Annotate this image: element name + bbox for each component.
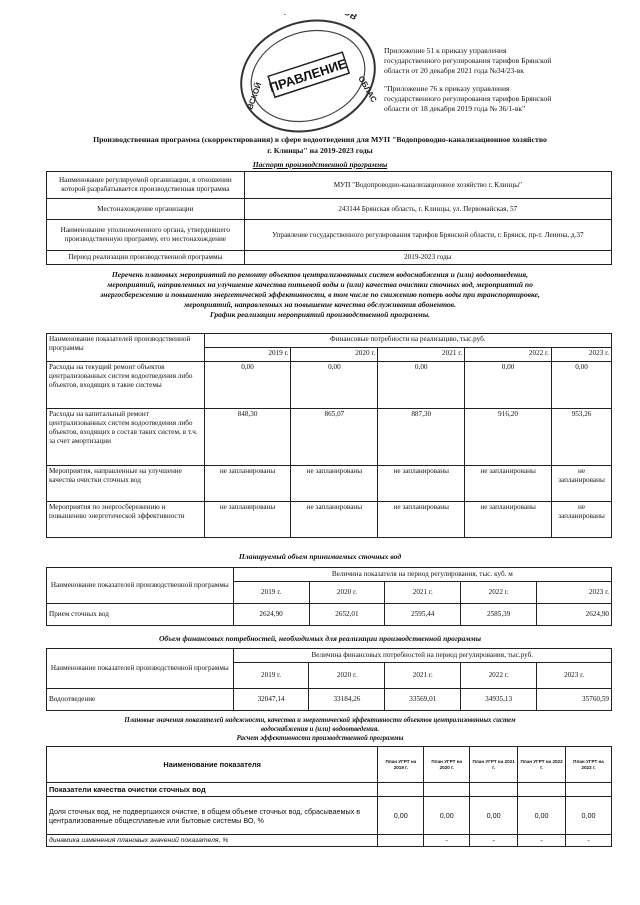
table-cell: 35760,59 <box>537 689 612 711</box>
table-header-cell: План УГРТ на 2021 г. <box>470 747 518 783</box>
table-cell: Прием сточных вод <box>47 604 234 626</box>
table-cell: динамика изменения плановых значений показателя, % <box>47 835 378 847</box>
table-row <box>47 689 612 711</box>
title-line: г. Клинцы" на 2019-2023 годы <box>267 145 373 155</box>
table-header-cell: Величина финансовых потребностей на период регулирования, тыс.руб. <box>233 649 611 663</box>
table-header-cell: 2019 г. <box>204 348 291 362</box>
table-header-cell: 2021 г. <box>385 582 461 604</box>
table-cell: не запланированы <box>551 502 611 538</box>
passport-table <box>46 171 612 265</box>
table-cell <box>566 783 612 797</box>
table-header-cell: 2020 г. <box>309 582 385 604</box>
annex-line: области от 18 декабря 2019 года № 36/1-вк" <box>384 104 526 114</box>
annex-line: "Приложение 76 к приказу управления <box>384 84 510 93</box>
finance-table <box>46 648 612 711</box>
table-cell: Наименование регулируемой организации, в отношении которой разрабатывается производственная программа <box>47 172 245 199</box>
table-cell: 2019-2023 годы <box>244 251 611 265</box>
table-cell: 953,26 <box>551 409 611 466</box>
table-cell: Местонахождение организации <box>47 199 245 220</box>
table-cell: не запланированы <box>465 502 552 538</box>
table-header-cell: План УГРТ на 2020 г. <box>424 747 470 783</box>
official-stamp <box>228 14 378 134</box>
table-cell: не запланированы <box>291 466 378 502</box>
table-cell: 33184,26 <box>309 689 385 711</box>
table-header-row <box>47 747 612 783</box>
annex-line: области от 20 декабря 2021 года №34/23-вк <box>384 66 524 76</box>
document-title <box>30 135 610 156</box>
table-cell: 32047,14 <box>233 689 309 711</box>
table-cell: 2595,44 <box>385 604 461 626</box>
table-cell: 243144 Брянская область, г. Клинцы, ул. Первомайская, 57 <box>244 199 611 220</box>
title-line: Производственная программа (скорректирования) в сфере водоотведения для МУП "Водопроводно-канализационное хозяйство <box>93 135 547 144</box>
table-cell: МУП "Водопроводно-канализационное хозяйство г. Клинцы" <box>244 172 611 199</box>
table-cell: Показатели качества очистки сточных вод <box>47 783 378 797</box>
table-cell: не запланированы <box>378 502 465 538</box>
table-cell: Мероприятия по энергосбережению и повышению энергетической эффективности <box>47 502 205 538</box>
table-cell: Период реализации производственной программы <box>47 251 245 265</box>
table-cell: - <box>470 835 518 847</box>
volume-heading: Планируемый объем принимаемых сточных вод <box>238 552 402 561</box>
table-cell: 916,20 <box>465 409 552 466</box>
table-cell: 0,00 <box>566 797 612 835</box>
reliability-table <box>46 746 612 847</box>
annex-line: государственного регулирования тарифов Брянской <box>384 56 552 66</box>
table-cell: - <box>566 835 612 847</box>
table-header-cell: Наименование показателя <box>47 747 378 783</box>
table-cell: не запланированы <box>378 466 465 502</box>
stamp-seal-icon <box>228 14 378 134</box>
table-row <box>47 172 612 199</box>
table-row <box>47 466 612 502</box>
table-header-cell: План УГРТ на 2023 г. <box>566 747 612 783</box>
reliability-heading: Плановые значения показателей надежности, качества и энергетической эффективности объектов централизованных систем водоснабжения и (или) водоотведения. Расчет эффективности производственной программы <box>124 717 516 742</box>
table-cell: Водоотведение <box>47 689 234 711</box>
table-row <box>47 409 612 466</box>
table-cell: 0,00 <box>551 362 611 409</box>
table-header-cell: 2023 г. <box>551 348 611 362</box>
table-cell: не запланированы <box>465 466 552 502</box>
table-header-cell: Финансовые потребности на реализацию, тыс.руб. <box>204 334 611 348</box>
table-header-cell: План УГРТ на 2022 г. <box>518 747 566 783</box>
stamp-right-text: ОБЛАС <box>356 74 378 104</box>
table-cell: Расходы на текущий ремонт объектов централизованных систем водоотведения либо объектов, входящих в такие системы <box>47 362 205 409</box>
table-cell: 0,00 <box>424 797 470 835</box>
finance-heading: Объем финансовых потребностей, необходимых для реализации производственной программы <box>158 634 482 643</box>
table-cell: 0,00 <box>470 797 518 835</box>
table-cell: 0,00 <box>518 797 566 835</box>
table-cell: - <box>518 835 566 847</box>
table-header-cell: 2022 г. <box>461 582 537 604</box>
table-header-cell: Наименование показателей производственной программы <box>47 649 234 689</box>
stamp-left-text: ВСКОЙ <box>245 81 264 111</box>
annex-line: государственного регулирования тарифов Брянской <box>384 94 552 104</box>
table-cell: 887,30 <box>378 409 465 466</box>
measures-table <box>46 333 612 538</box>
annex-note-2 <box>384 84 624 115</box>
table-row <box>47 220 612 251</box>
table-header-cell: Наименование показателей производственной программы <box>47 334 205 362</box>
table-cell <box>378 835 424 847</box>
table-cell: 2652,01 <box>309 604 385 626</box>
annex-line: Приложение 51 к приказу управления <box>384 46 507 55</box>
table-cell: Наименование уполномоченного органа, утвердившего производственную программу, его местонахождение <box>47 220 245 251</box>
table-cell <box>378 783 424 797</box>
table-header-row <box>47 649 612 663</box>
table-row <box>47 199 612 220</box>
table-cell: 0,00 <box>465 362 552 409</box>
table-cell: не запланированы <box>551 466 611 502</box>
table-row <box>47 251 612 265</box>
table-cell: 865,07 <box>291 409 378 466</box>
table-cell: не запланированы <box>291 502 378 538</box>
table-row <box>47 835 612 847</box>
table-cell: 0,00 <box>378 797 424 835</box>
table-cell: 2624,90 <box>537 604 612 626</box>
table-cell: не запланированы <box>204 502 291 538</box>
stamp-mid-text: ПРАВЛЕНИЕ <box>267 55 349 96</box>
table-header-cell: 2023 г. <box>537 663 612 689</box>
table-cell: - <box>424 835 470 847</box>
table-cell: Доля сточных вод, не подвергшихся очистке, в общем объеме сточных вод, сбрасываемых в централизованные общесплавные или бытовые системы ВО, % <box>47 797 378 835</box>
stamp-top-text: В <box>347 14 359 22</box>
annex-note-1 <box>384 46 624 77</box>
measures-heading: Перечень плановых мероприятий по ремонту объектов централизованных систем водоснабжения и (или) водоотведения, мероприятий, направленных на улучшение качества питьевой воды и (или) качества очистки сточных вод, мероприятий по энергосбережению и повышению энергетической эффективности, в том числе по снижению потерь воды при транспортировке, мероприятий, направленных на повышение качества обслуживания абонентов. График реализации мероприятий производственной программы. <box>100 270 540 319</box>
table-row <box>47 604 612 626</box>
table-header-cell: 2020 г. <box>291 348 378 362</box>
table-cell: Расходы на капитальный ремонт централизованных систем водоотведения либо объектов, входящих в состав таких систем, в т.ч. за счет амортизации <box>47 409 205 466</box>
table-cell: Мероприятия, направленные на улучшение качества очистки сточных вод <box>47 466 205 502</box>
table-header-cell: 2019 г. <box>233 663 309 689</box>
table-cell <box>424 783 470 797</box>
table-cell: 33569,01 <box>385 689 461 711</box>
passport-heading: Паспорт производственной программы <box>252 160 388 169</box>
table-cell: 0,00 <box>204 362 291 409</box>
table-cell: 0,00 <box>291 362 378 409</box>
table-header-cell: 2021 г. <box>378 348 465 362</box>
table-cell <box>470 783 518 797</box>
table-cell: 2624,90 <box>233 604 309 626</box>
table-header-row <box>47 568 612 582</box>
table-header-row <box>47 334 612 348</box>
table-cell <box>518 783 566 797</box>
table-header-cell: Величина показателя на период регулирования, тыс. куб. м <box>233 568 611 582</box>
volume-table <box>46 567 612 626</box>
table-header-cell: 2022 г. <box>461 663 537 689</box>
table-header-cell: 2020 г. <box>309 663 385 689</box>
table-header-cell: План УГРТ на 2019 г. <box>378 747 424 783</box>
table-header-cell: 2021 г. <box>385 663 461 689</box>
table-section-row <box>47 783 612 797</box>
table-row <box>47 502 612 538</box>
table-row <box>47 797 612 835</box>
table-cell: Управление государственного регулирования тарифов Брянской области, г. Брянск, пр-т. Ленина, д.37 <box>244 220 611 251</box>
table-header-cell: Наименование показателей производственной программы <box>47 568 234 604</box>
table-cell: 848,30 <box>204 409 291 466</box>
table-cell: 34935,13 <box>461 689 537 711</box>
table-header-cell: 2019 г. <box>233 582 309 604</box>
table-header-cell: 2023 г. <box>537 582 612 604</box>
table-cell: 0,00 <box>378 362 465 409</box>
table-cell: 2585,39 <box>461 604 537 626</box>
table-cell: не запланированы <box>204 466 291 502</box>
table-row <box>47 362 612 409</box>
table-header-cell: 2022 г. <box>465 348 552 362</box>
